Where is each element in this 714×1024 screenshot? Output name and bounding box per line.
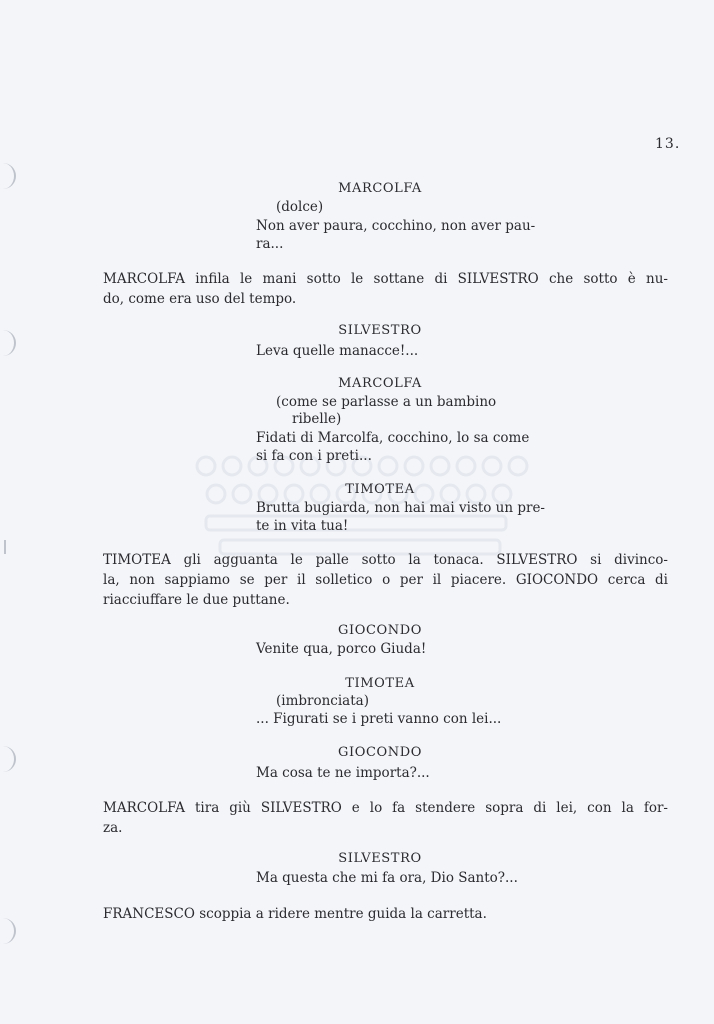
character-name: MARCOLFA (338, 376, 422, 391)
action-line: do, come era uso del tempo. (103, 291, 297, 307)
character-name: GIOCONDO (337, 745, 423, 760)
dialogue (256, 640, 586, 658)
character-name: SILVESTRO (338, 323, 422, 338)
parenthetical-line: (dolce) (276, 199, 324, 215)
parenthetical-line: (come se parlasse a un bambino (276, 394, 497, 410)
parenthetical-line: (imbronciata) (276, 693, 369, 709)
action-line: MARCOLFA tira giù SILVESTRO e lo fa stendere sopra di lei, con la for- (103, 800, 668, 816)
action-line: la, non sappiamo se per il solletico o per il piacere. GIOCONDO cerca di (103, 572, 668, 588)
binder-hole-mark (0, 746, 16, 772)
action-line: riacciuffare le due puttane. (103, 592, 290, 608)
character-name: TIMOTEA (345, 676, 415, 691)
binder-hole-mark (0, 163, 16, 189)
dialogue (256, 342, 586, 360)
binder-hole-mark (0, 330, 16, 356)
dialogue-line: Brutta bugiarda, non hai mai visto un pre- (256, 500, 545, 516)
dialogue (256, 869, 586, 887)
action-line: FRANCESCO scoppia a ridere mentre guida la carretta. (103, 906, 487, 922)
parenthetical-line: ribelle) (292, 411, 342, 427)
action-description (103, 550, 668, 610)
action-description (103, 269, 668, 309)
character-name: SILVESTRO (338, 851, 422, 866)
dialogue (256, 710, 586, 728)
character-name: MARCOLFA (338, 181, 422, 196)
action-line: MARCOLFA infila le mani sotto le sottane di SILVESTRO che sotto è nu- (103, 271, 668, 287)
dialogue-line: ra... (256, 236, 284, 252)
dialogue (256, 499, 586, 535)
page-number: 13. (655, 136, 681, 152)
dialogue-line: te in vita tua! (256, 518, 349, 534)
dialogue (256, 217, 564, 253)
parenthetical (276, 693, 369, 710)
dialogue-line: si fa con i preti... (256, 448, 372, 464)
dialogue-line: ... Figurati se i preti vanno con lei... (256, 711, 502, 727)
character-name: GIOCONDO (337, 623, 423, 638)
action-line: TIMOTEA gli agguanta le palle sotto la tonaca. SILVESTRO si divinco- (103, 552, 668, 568)
action-description (103, 904, 668, 924)
dialogue-line: Fidati di Marcolfa, cocchino, lo sa come (256, 430, 530, 446)
dialogue-line: Ma questa che mi fa ora, Dio Santo?... (256, 870, 518, 886)
parenthetical (276, 394, 496, 428)
dialogue-line: Non aver paura, cocchino, non aver pau- (256, 218, 536, 234)
dialogue-line: Venite qua, porco Giuda! (256, 641, 427, 657)
action-line: za. (103, 820, 123, 836)
dialogue (256, 764, 586, 782)
dialogue-line: Leva quelle manacce!... (256, 343, 419, 359)
binder-hole-mark (0, 918, 16, 944)
action-description (103, 798, 668, 838)
character-name: TIMOTEA (345, 482, 415, 497)
parenthetical (276, 199, 323, 216)
binder-hole-mark (0, 540, 6, 554)
dialogue-line: Ma cosa te ne importa?... (256, 765, 430, 781)
dialogue (256, 429, 586, 465)
